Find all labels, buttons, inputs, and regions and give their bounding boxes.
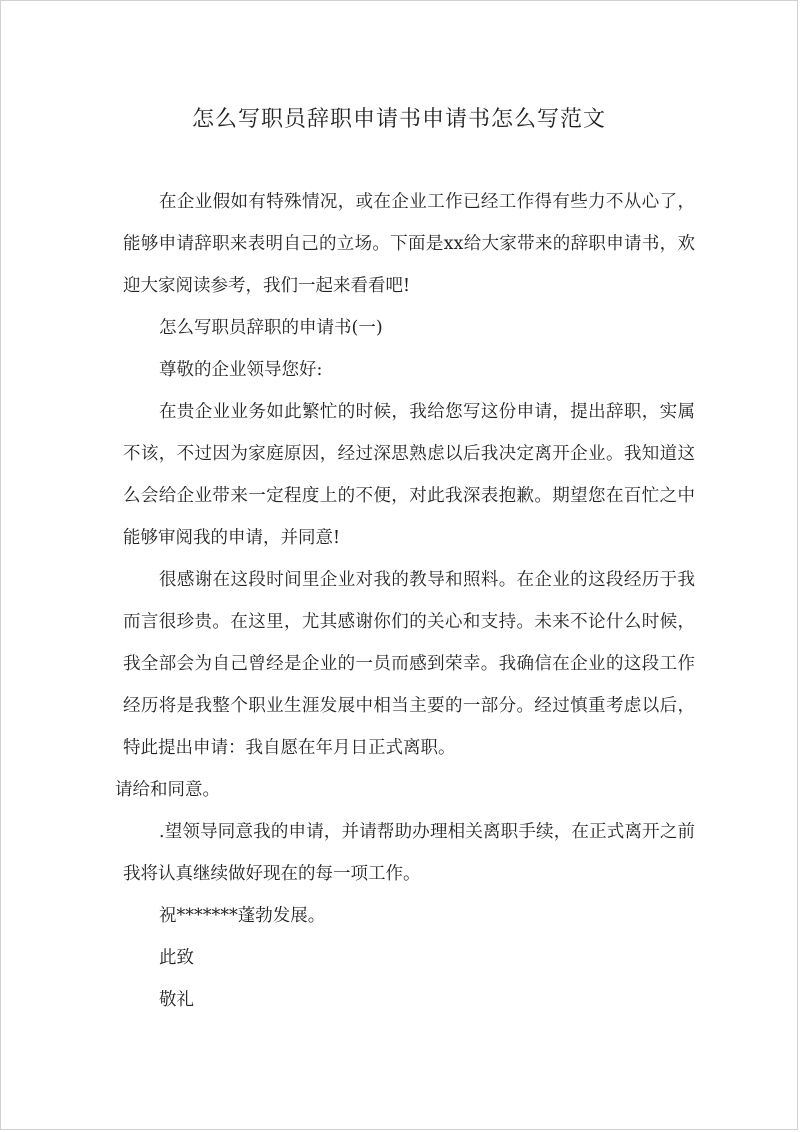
regards-line: 敬礼	[159, 990, 194, 1010]
wish-line: 祝*******蓬勃发展。	[159, 906, 326, 926]
body-paragraph-2: 很感谢在这段时间里企业对我的教导和照料。在企业的这段经历于我而言很珍贵。在这里，尤其感谢你们的关心和支持。未来不论什么时候，我全部会为自己曾经是企业的一员而感到荣幸。我确信在企业的这段工作经历将是我整个职业生涯发展中相当主要的一部分。经过慎重考虑以后，特此提出申请：我自愿在年月日正式离职。	[123, 570, 695, 758]
body-paragraph-1: 在贵企业业务如此繁忙的时候，我给您写这份申请，提出辞职，实属不该，不过因为家庭原因，经过深思熟虑以后我决定离开企业。我知道这么会给企业带来一定程度上的不便，对此我深表抱歉。期望您在百忙之中能够审阅我的申请，并同意!	[123, 402, 695, 548]
body-paragraph-4: .望领导同意我的申请，并请帮助办理相关离职手续，在正式离开之前我将认真继续做好现在的每一项工作。	[123, 822, 695, 884]
document-body	[115, 181, 695, 1021]
body-paragraph-3: 请给和同意。	[115, 780, 220, 800]
section-heading: 怎么写职员辞职的申请书(一)	[159, 318, 383, 338]
closing-line: 此致	[159, 948, 194, 968]
document-title: 怎么写职员辞职申请书申请书怎么写范文	[191, 107, 606, 132]
intro-paragraph: 在企业假如有特殊情况，或在企业工作已经工作得有些力不从心了，能够申请辞职来表明自己的立场。下面是xx给大家带来的辞职申请书，欢迎大家阅读参考，我们一起来看看吧!	[123, 192, 695, 296]
salutation: 尊敬的企业领导您好:	[159, 360, 323, 380]
